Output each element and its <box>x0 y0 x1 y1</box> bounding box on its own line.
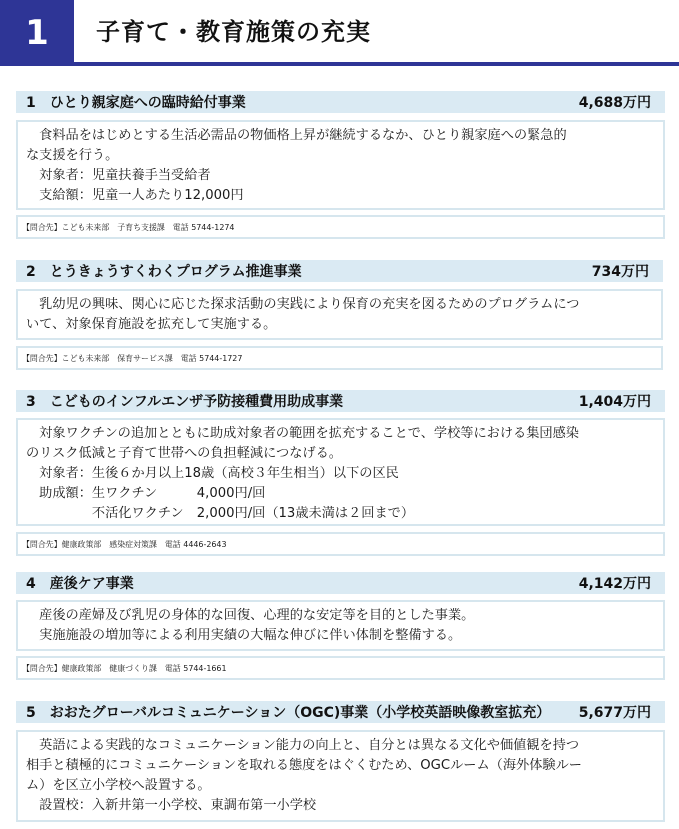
section-1-line: 対象者：児童扶養手当受給者 <box>26 168 211 183</box>
section-2-contact: 【問合先】こども未来部 保育サービス課 電話 5744-1727 <box>16 346 663 370</box>
section-1-contact: 【問合先】こども未来部 子育ち支援課 電話 5744-1274 <box>16 215 665 239</box>
section-4-amount: 4,142万円 <box>578 576 651 592</box>
section-2-header <box>16 260 663 282</box>
section-5-header <box>16 701 665 723</box>
section-3-header <box>16 390 665 412</box>
section-3-line: 助成額：生ワクチン 4,000円/回 <box>26 486 266 501</box>
section-4-contact: 【問合先】健康政策部 健康づくり課 電話 5744-1661 <box>16 656 665 680</box>
section-5-body <box>16 730 665 822</box>
section-1-line: 食料品をはじめとする生活必需品の物価格上昇が継続するなか、ひとり親家庭への緊急的 <box>26 128 567 143</box>
section-5-title: 5 おおたグローバルコミュニケーション（OGC)事業（小学校英語映像教室拡充） <box>26 705 551 721</box>
section-4-body <box>16 600 665 651</box>
section-5-amount: 5,677万円 <box>578 705 651 721</box>
header-divider <box>74 62 679 66</box>
section-1-amount: 4,688万円 <box>578 95 651 111</box>
page-title: 子育て・教育施策の充実 <box>96 18 371 46</box>
section-2-line: いて、対象保育施設を拡充して実施する。 <box>26 317 277 332</box>
section-1-line: な支援を行う。 <box>26 148 119 163</box>
section-1-header <box>16 91 665 113</box>
chapter-number: 1 <box>0 0 74 66</box>
section-5-line: ム）を区立小学校へ設置する。 <box>26 778 211 793</box>
section-3-line: 不活化ワクチン 2,000円/回（13歳未満は２回まで） <box>26 506 415 521</box>
section-3-line: のリスク低減と子育て世帯への負担軽減につなげる。 <box>26 446 342 461</box>
section-4-header <box>16 572 665 594</box>
section-3-title: 3 こどものインフルエンザ予防接種費用助成事業 <box>26 394 344 410</box>
section-4-line: 産後の産婦及び乳児の身体的な回復、心理的な安定等を目的とした事業。 <box>26 608 475 623</box>
section-4-line: 実施施設の増加等による利用実績の大幅な伸びに伴い体制を整備する。 <box>26 628 462 643</box>
section-3-amount: 1,404万円 <box>578 394 651 410</box>
section-3-contact: 【問合先】健康政策部 感染症対策課 電話 4446-2643 <box>16 532 665 556</box>
section-3-line: 対象ワクチンの追加とともに助成対象者の範囲を拡充することで、学校等における集団感染 <box>26 426 579 441</box>
section-5-line: 設置校：入新井第一小学校、東調布第一小学校 <box>26 798 317 813</box>
section-2-amount: 734万円 <box>591 264 649 280</box>
section-3-line: 対象者：生後６か月以上18歳（高校３年生相当）以下の区民 <box>26 466 399 481</box>
section-1-title: 1 ひとり親家庭への臨時給付事業 <box>26 95 246 111</box>
section-2-title: 2 とうきょうすくわくプログラム推進事業 <box>26 264 302 280</box>
section-2-body <box>16 289 663 340</box>
page-header <box>0 0 679 70</box>
section-5-line: 英語による実践的なコミュニケーション能力の向上と、自分とは異なる文化や価値観を持つ <box>26 738 580 753</box>
section-1-body <box>16 120 665 210</box>
section-1-line: 支給額：児童一人あたり12,000円 <box>26 188 244 203</box>
section-5-line: 相手と積極的にコミュニケーションを取れる態度をはぐくむため、OGCルーム（海外体験ルー <box>26 758 582 773</box>
section-4-title: 4 産後ケア事業 <box>26 576 134 592</box>
section-2-line: 乳幼児の興味、関心に応じた探求活動の実践により保育の充実を図るためのプログラムにつ <box>26 297 580 312</box>
section-3-body <box>16 418 665 526</box>
